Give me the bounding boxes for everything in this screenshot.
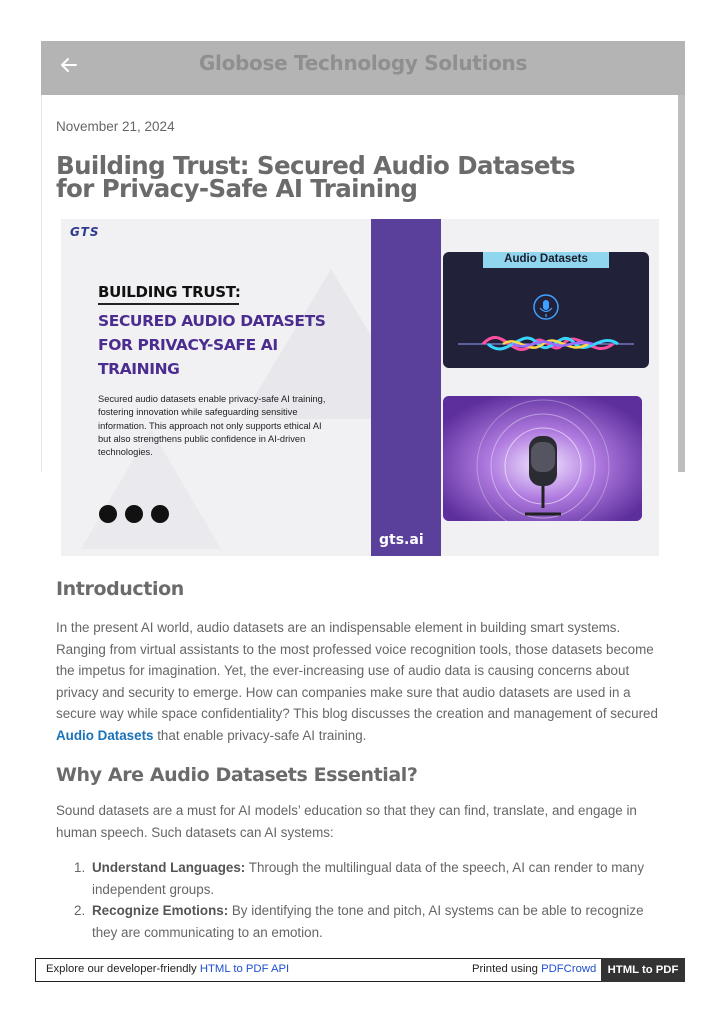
hero-subheading: SECURED AUDIO DATASETS FOR PRIVACY-SAFE AI TRAINING xyxy=(98,312,326,378)
list-item-text: By identifying the tone and pitch, AI systems can be able to recognize they are communicating to an emotion. xyxy=(92,903,644,940)
post-date: November 21, 2024 xyxy=(56,119,175,134)
html-to-pdf-button[interactable]: HTML to PDF xyxy=(601,958,685,982)
hero-heading: BUILDING TRUST: xyxy=(98,283,241,301)
section-heading-why: Why Are Audio Datasets Essential? xyxy=(56,764,418,786)
app-bar xyxy=(41,41,685,95)
article-title: Building Trust: Secured Audio Datasets for Privacy-Safe AI Training xyxy=(56,151,576,203)
scrollbar[interactable] xyxy=(678,95,685,472)
site-title: Globose Technology Solutions xyxy=(198,51,528,75)
pdfcrowd-link[interactable]: PDFCrowd xyxy=(541,963,597,975)
list-number: 2. xyxy=(74,903,86,918)
why-paragraph: Sound datasets are a must for AI models’ education so that they can find, translate, and engage in human speech. Such datasets can AI systems: xyxy=(56,803,637,840)
intro-paragraph xyxy=(56,617,666,746)
microphone-photo xyxy=(443,396,642,521)
footer-promo xyxy=(46,963,289,975)
hero-image xyxy=(61,219,659,556)
site-url: gts.ai xyxy=(379,532,424,548)
audio-datasets-link[interactable]: Audio Datasets xyxy=(56,727,154,743)
footer-printed-using xyxy=(472,963,596,975)
list-item-title: Recognize Emotions: xyxy=(92,903,229,918)
studio-microphone-icon xyxy=(443,396,642,521)
intro-text: In the present AI world, audio datasets are an indispensable element in building smart systems. Ranging from virtual assistants to the most professed voice recognition tools, those datasets become the impetus for imagination. Yet, the ever-increasing use of audio data is causing concerns about privacy and security to emerge. How can companies make sure that audio datasets are used in a secure way while space confidentiality? This blog discusses the creation and management of secured xyxy=(56,620,658,721)
hero-underline xyxy=(98,303,239,305)
hero-description: Secured audio datasets enable privacy-safe AI training, fostering innovation while safeguarding sensitive information. This approach not only supports ethical AI but also strengthens public confidence in AI-driven technologies. xyxy=(98,394,326,458)
microphone-wave-icon xyxy=(443,252,649,368)
html-to-pdf-api-link[interactable]: HTML to PDF API xyxy=(199,963,290,975)
list-item xyxy=(56,900,666,943)
list-item xyxy=(56,857,666,900)
card-label: Audio Datasets xyxy=(483,252,609,268)
list-item-text: Through the multilingual data of the speech, AI can render to many independent groups. xyxy=(92,860,645,897)
dots-decoration xyxy=(99,505,169,523)
purple-stripe xyxy=(371,219,441,556)
printed-using-text: Printed using xyxy=(472,963,542,975)
list-number: 1. xyxy=(74,860,86,875)
footer-promo-text: Explore our developer-friendly xyxy=(46,963,200,975)
section-heading-introduction: Introduction xyxy=(56,578,184,600)
pdf-footer-bar xyxy=(35,958,685,982)
reasons-list xyxy=(56,857,666,943)
intro-text-after: that enable privacy-safe AI training. xyxy=(153,727,367,743)
list-item-title: Understand Languages: xyxy=(92,860,246,875)
audio-wave-card xyxy=(443,252,649,368)
gts-logo: GTS xyxy=(70,225,100,239)
